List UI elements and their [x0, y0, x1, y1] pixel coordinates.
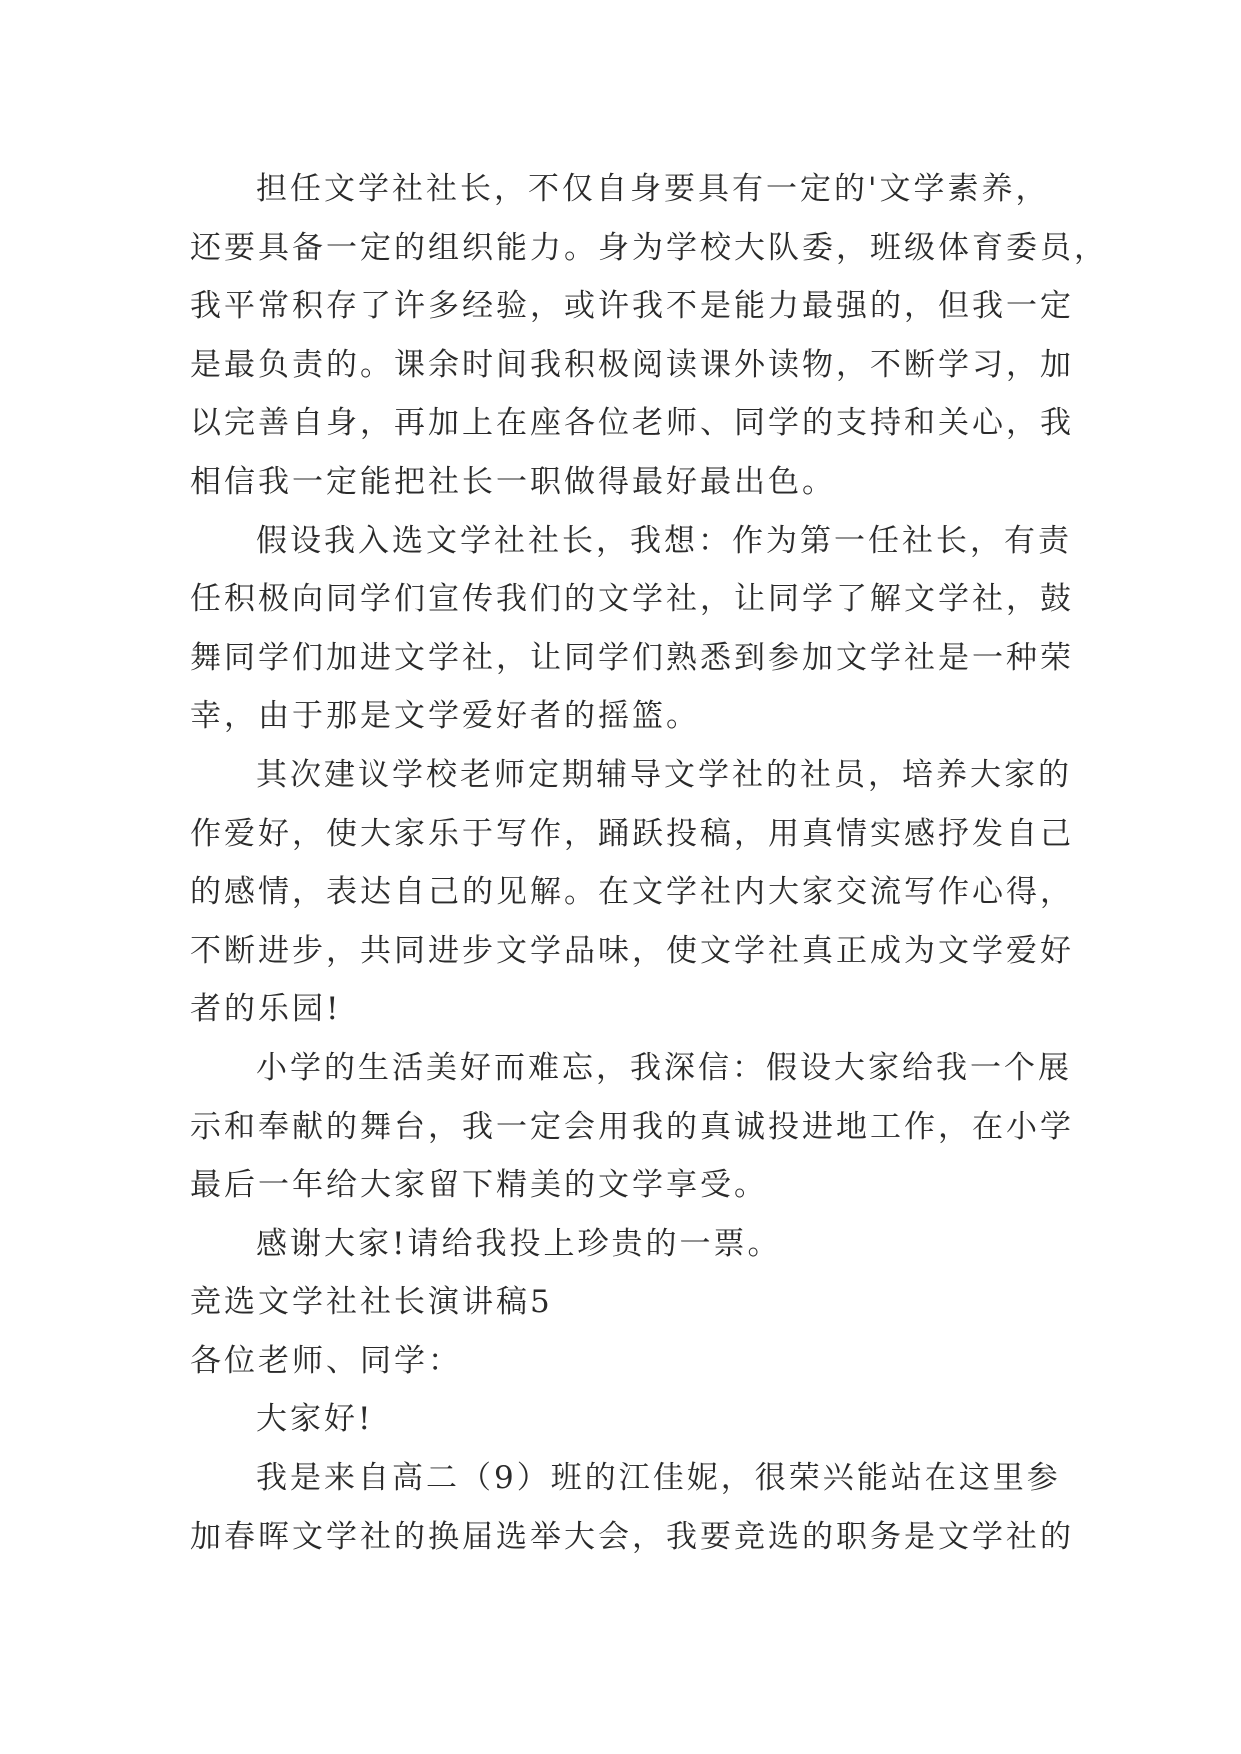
text-line: 担任文学社社长，不仅自身要具有一定的'文学素养，	[256, 171, 1050, 207]
text-line: 者的乐园!	[190, 991, 342, 1028]
text-line: 加春晖文学社的换届选举大会，我要竞选的职务是文学社的	[190, 1518, 1074, 1555]
text-line: 不断进步，共同进步文学品味，使文学社真正成为文学爱好	[190, 932, 1074, 969]
document-body	[190, 160, 1108, 1566]
text-line: 相信我一定能把社长一职做得最好最出色。	[190, 463, 836, 500]
text-line: 以完善自身，再加上在座各位老师、同学的支持和关心，我	[190, 405, 1074, 442]
text-line: 其次建议学校老师定期辅导文学社的社员，培养大家的	[256, 756, 1072, 793]
text-line: 竞选文学社社长演讲稿5	[190, 1284, 553, 1321]
text-line: 的感情，表达自己的见解。在文学社内大家交流写作心得，	[190, 874, 1074, 911]
text-line: 大家好!	[256, 1401, 374, 1438]
text-line: 我是来自高二（9）班的江佳妮，很荣兴能站在这里参	[256, 1460, 1061, 1497]
text-line: 感谢大家!请给我投上珍贵的一票。	[256, 1225, 782, 1262]
text-line: 我平常积存了许多经验，或许我不是能力最强的，但我一定	[190, 288, 1074, 325]
text-line: 假设我入选文学社社长，我想：作为第一任社长，有责	[256, 522, 1072, 559]
text-line: 作爱好，使大家乐于写作，踊跃投稿，用真情实感抒发自己	[190, 815, 1074, 852]
text-line: 幸，由于那是文学爱好者的摇篮。	[190, 698, 700, 735]
text-line: 还要具备一定的组织能力。身为学校大队委，班级体育委员，	[190, 229, 1108, 266]
text-line: 是最负责的。课余时间我积极阅读课外读物，不断学习，加	[190, 346, 1074, 383]
text-line: 各位老师、同学：	[190, 1342, 462, 1379]
text-line: 任积极向同学们宣传我们的文学社，让同学了解文学社，鼓	[190, 581, 1074, 618]
text-line: 最后一年给大家留下精美的文学享受。	[190, 1167, 768, 1204]
text-line: 小学的生活美好而难忘，我深信：假设大家给我一个展	[256, 1049, 1072, 1086]
text-line: 舞同学们加进文学社，让同学们熟悉到参加文学社是一种荣	[190, 639, 1074, 676]
text-line: 示和奉献的舞台，我一定会用我的真诚投进地工作，在小学	[190, 1108, 1074, 1145]
